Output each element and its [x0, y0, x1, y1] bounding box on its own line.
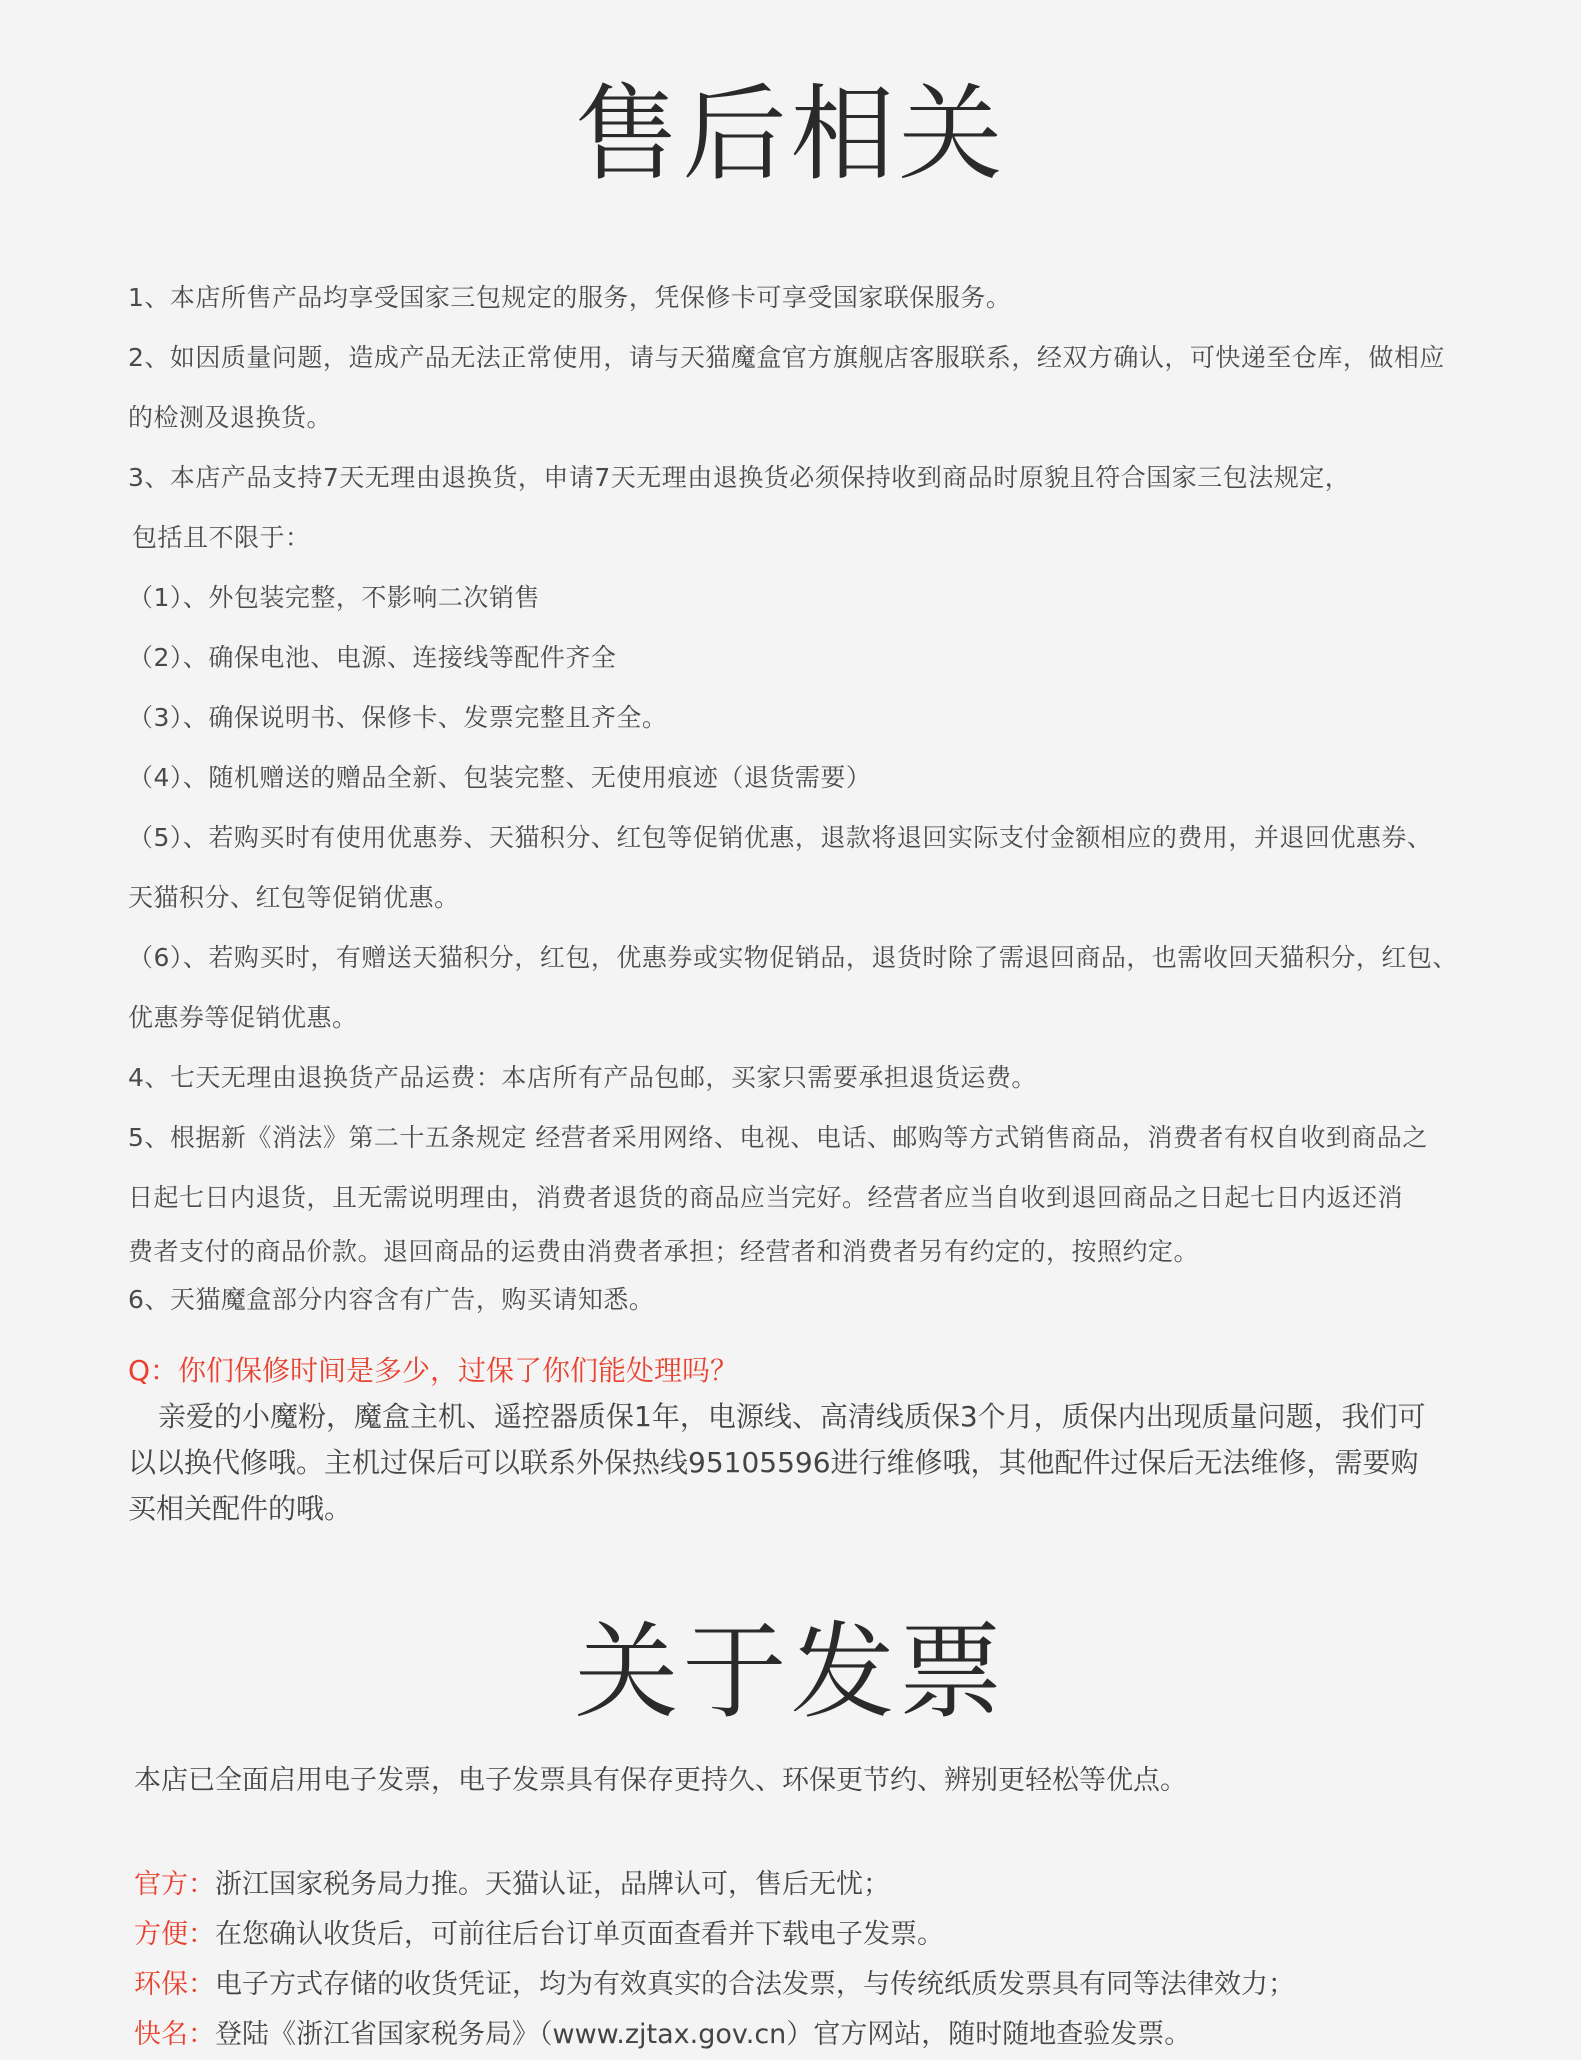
qa-answer-line: 以以换代修哦。主机过保后可以联系外保热线95105596进行维修哦，其他配件过保后无法维修，需要购 — [128, 1446, 1419, 1479]
rule-line: （6）、若购买时，有赠送天猫积分，红包，优惠券或实物促销品，退货时除了需退回商品，也需收回天猫积分，红包、 — [128, 943, 1458, 972]
rule-line: 的检测及退换货。 — [128, 403, 333, 432]
benefit-convenient — [134, 1910, 1514, 1960]
rule-line: 1、本店所售产品均享受国家三包规定的服务，凭保修卡可享受国家联保服务。 — [128, 283, 1012, 312]
benefit-text: 登陆《浙江省国家税务局》（www.zjtax.gov.cn）官方网站，随时随地查验发票。 — [215, 2019, 1192, 2050]
rule-line: 5、根据新《消法》第二十五条规定 经营者采用网络、电视、电话、邮购等方式销售商品，消费者有权自收到商品之 — [128, 1123, 1428, 1152]
warranty-qa — [128, 1348, 1508, 1532]
benefit-key: 方便： — [134, 1919, 215, 1950]
rule-line: 天猫积分、红包等促销优惠。 — [128, 883, 460, 912]
qa-question: Q：你们保修时间是多少，过保了你们能处理吗？ — [128, 1354, 739, 1387]
benefit-key: 快名： — [134, 2019, 215, 2050]
invoice-benefits — [134, 1860, 1514, 2050]
after-sales-rules — [128, 268, 1508, 1324]
rule-line: 4、七天无理由退换货产品运费：本店所有产品包邮，买家只需要承担退货运费。 — [128, 1063, 1037, 1092]
benefit-eco — [134, 1960, 1514, 2010]
rule-line: 日起七日内退货，且无需说明理由，消费者退货的商品应当完好。经营者应当自收到退回商品之日起七日内返还消 — [128, 1183, 1404, 1212]
rule-line: （4）、随机赠送的赠品全新、包装完整、无使用痕迹（退货需要） — [128, 763, 872, 792]
rule-line: 包括且不限于： — [132, 523, 311, 552]
benefit-text: 浙江国家税务局力推。天猫认证，品牌认可，售后无忧； — [215, 1869, 890, 1900]
benefit-key: 环保： — [134, 1969, 215, 2000]
rule-line: （2）、确保电池、电源、连接线等配件齐全 — [128, 643, 617, 672]
rule-line: 6、天猫魔盒部分内容含有广告，购买请知悉。 — [128, 1285, 655, 1314]
benefit-official — [134, 1860, 1514, 1910]
qa-answer-line: 亲爱的小魔粉，魔盒主机、遥控器质保1年，电源线、高清线质保3个月，质保内出现质量问题，我们可 — [158, 1400, 1426, 1433]
benefit-text: 电子方式存储的收货凭证，均为有效真实的合法发票，与传统纸质发票具有同等法律效力； — [215, 1969, 1295, 2000]
qa-answer-line: 买相关配件的哦。 — [128, 1492, 353, 1525]
benefit-key: 官方： — [134, 1869, 215, 1900]
rule-line: （5）、若购买时有使用优惠券、天猫积分、红包等促销优惠，退款将退回实际支付金额相应的费用，并退回优惠券、 — [128, 823, 1433, 852]
rule-line: 2、如因质量问题，造成产品无法正常使用，请与天猫魔盒官方旗舰店客服联系，经双方确认，可快递至仓库，做相应 — [128, 343, 1445, 372]
benefit-text: 在您确认收货后，可前往后台订单页面查看并下载电子发票。 — [215, 1919, 944, 1950]
invoice-title: 关于发票 — [574, 1611, 1007, 1733]
rule-line: （3）、确保说明书、保修卡、发票完整且齐全。 — [128, 703, 668, 732]
rule-line: （1）、外包装完整，不影响二次销售 — [128, 583, 540, 612]
rule-line: 3、本店产品支持7天无理由退换货，申请7天无理由退换货必须保持收到商品时原貌且符合国家三包法规定， — [128, 463, 1351, 492]
invoice-intro: 本店已全面启用电子发票，电子发票具有保存更持久、环保更节约、辨别更轻松等优点。 — [134, 1765, 1187, 1796]
after-sales-title: 售后相关 — [574, 73, 1007, 195]
rule-line: 费者支付的商品价款。退回商品的运费由消费者承担；经营者和消费者另有约定的，按照约定。 — [128, 1237, 1200, 1266]
rule-line: 优惠券等促销优惠。 — [128, 1003, 358, 1032]
benefit-verify — [134, 2010, 1514, 2050]
